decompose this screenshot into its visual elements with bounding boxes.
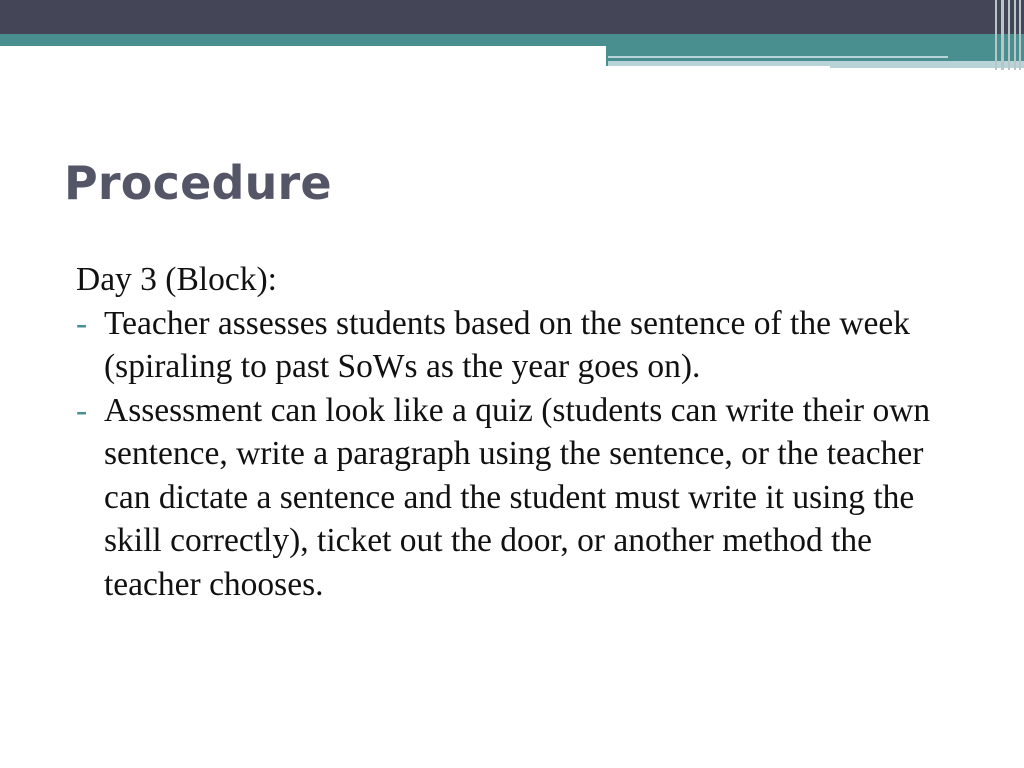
intro-line: Day 3 (Block):	[76, 261, 277, 298]
bullet-item	[76, 302, 976, 389]
header-dark-band	[0, 0, 1024, 34]
slide-title: Procedure	[64, 156, 332, 210]
header-vertical-line	[1008, 0, 1010, 70]
bullet-text: Teacher assesses students based on the sentence of the week (spiraling to past SoWs as the year goes on).	[104, 304, 911, 385]
bullet-text: Assessment can look like a quiz (students can write their own sentence, write a paragraph using the sentence, or the teacher can dictate a sentence and the student must write it using the skill correctly), ticket out the door, or another method the teacher chooses.	[104, 391, 931, 603]
header-teal-band	[0, 34, 1024, 46]
bullet-dash: -	[76, 304, 88, 342]
header-vertical-line	[1001, 0, 1004, 70]
header-vertical-line	[1014, 0, 1016, 70]
header-light-rule	[608, 56, 948, 58]
slide-body	[76, 258, 976, 606]
header-vertical-line	[1019, 0, 1021, 70]
header-vertical-line	[995, 0, 997, 70]
bullet-item	[76, 389, 976, 607]
bullet-dash: -	[76, 391, 88, 429]
bullet-list	[76, 302, 976, 607]
